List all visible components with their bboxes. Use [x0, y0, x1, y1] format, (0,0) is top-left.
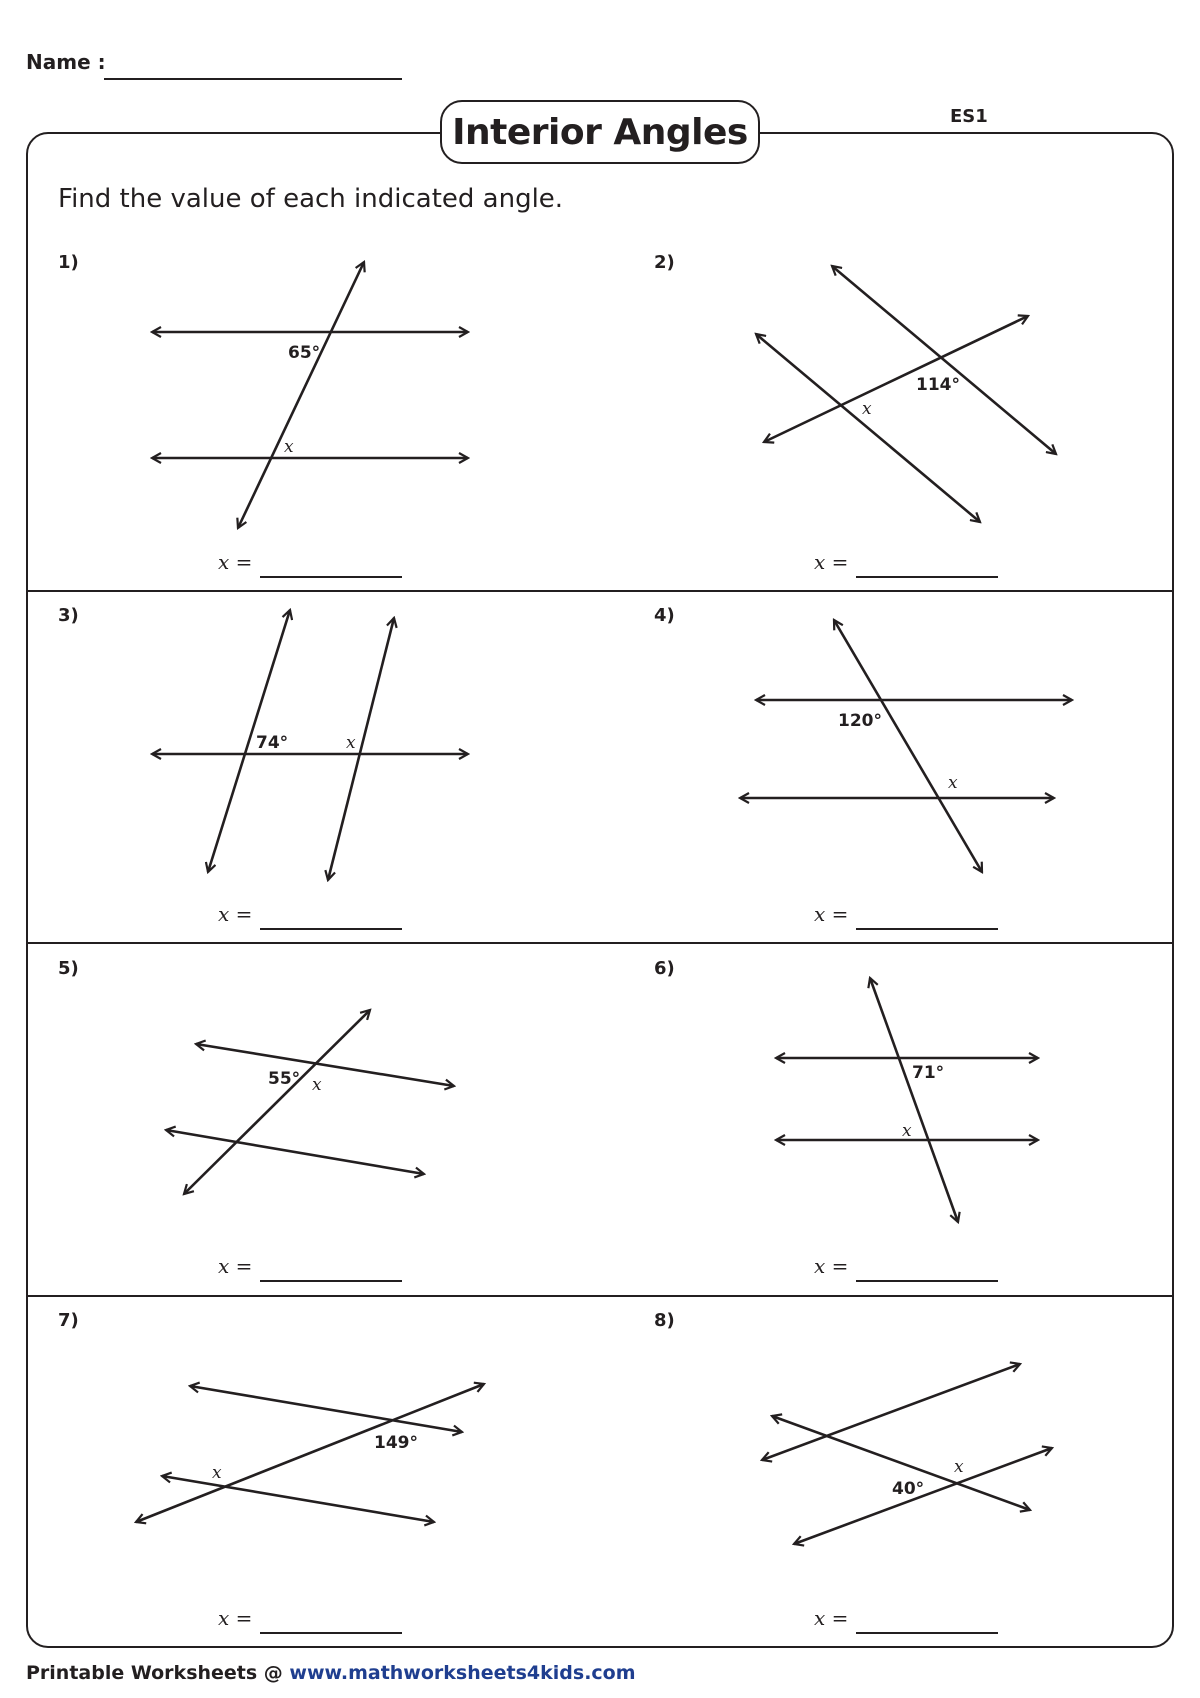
- answer-label: x =: [814, 902, 849, 926]
- problem-number: 6): [654, 958, 675, 979]
- transversal-line: [834, 620, 982, 872]
- instructions: Find the value of each indicated angle.: [58, 184, 564, 214]
- answer-label: x =: [218, 902, 253, 926]
- angle-label: 71°: [912, 1063, 945, 1083]
- problem-number: 1): [58, 252, 79, 273]
- answer-label: x =: [814, 550, 849, 574]
- unknown-label: x: [902, 1121, 912, 1141]
- transversal-line: [328, 618, 394, 880]
- unknown-label: x: [954, 1457, 964, 1477]
- angle-label: 65°: [288, 343, 321, 363]
- problem-number: 8): [654, 1310, 675, 1331]
- angle-label: 74°: [256, 733, 289, 753]
- answer-label: x =: [218, 550, 253, 574]
- problem-number: 3): [58, 605, 79, 626]
- transversal-line: [764, 316, 1028, 442]
- unknown-label: x: [862, 399, 872, 419]
- answer-label: x =: [218, 1606, 253, 1630]
- problem-number: 7): [58, 1310, 79, 1331]
- unknown-label: x: [948, 773, 958, 793]
- unknown-label: x: [346, 733, 356, 753]
- transversal-line: [184, 1010, 370, 1194]
- footer-link[interactable]: www.mathworksheets4kids.com: [289, 1662, 636, 1684]
- parallel-line: [162, 1476, 434, 1522]
- footer-prefix: Printable Worksheets @: [26, 1662, 290, 1684]
- parallel-line: [762, 1364, 1020, 1460]
- parallel-line: [196, 1044, 454, 1086]
- answer-label: x =: [814, 1254, 849, 1278]
- angle-label: 55°: [268, 1069, 301, 1089]
- angle-label: 40°: [892, 1479, 925, 1499]
- parallel-line: [166, 1130, 424, 1174]
- answer-label: x =: [814, 1606, 849, 1630]
- worksheet-code: ES1: [950, 106, 988, 127]
- problem-number: 2): [654, 252, 675, 273]
- answer-label: x =: [218, 1254, 253, 1278]
- name-label: Name :: [26, 50, 106, 74]
- angle-label: 149°: [374, 1433, 418, 1453]
- unknown-label: x: [312, 1075, 322, 1095]
- transversal-line: [870, 978, 958, 1222]
- worksheet-title: Interior Angles: [440, 100, 760, 164]
- problem-number: 5): [58, 958, 79, 979]
- unknown-label: x: [284, 437, 294, 457]
- footer: [26, 1662, 636, 1684]
- transversal-line: [238, 262, 364, 528]
- angle-label: 114°: [916, 375, 960, 395]
- unknown-label: x: [212, 1463, 222, 1483]
- angle-label: 120°: [838, 711, 882, 731]
- problem-number: 4): [654, 605, 675, 626]
